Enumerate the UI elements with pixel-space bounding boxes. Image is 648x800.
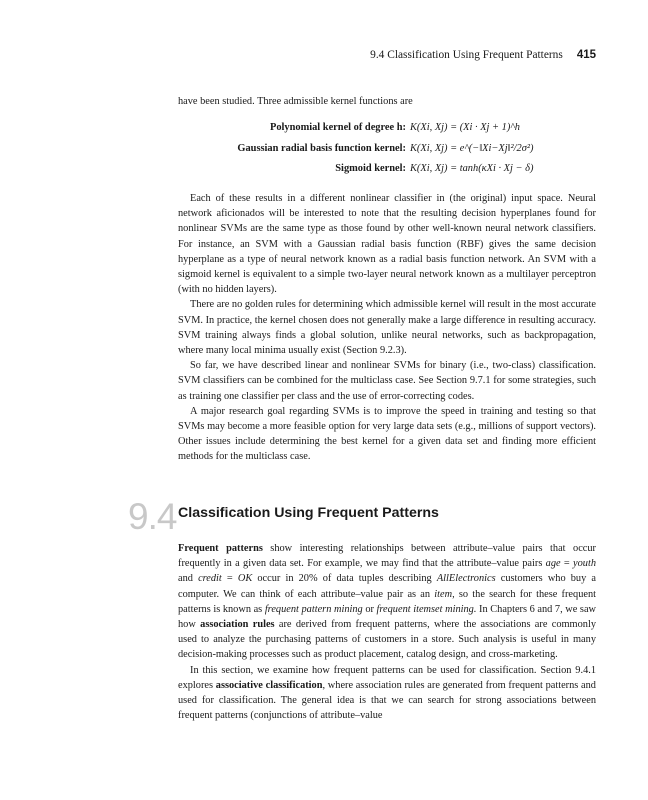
term-association-rules: association rules [200, 619, 275, 631]
body-text-svm [178, 191, 596, 465]
running-header [178, 49, 596, 61]
paragraph: So far, we have described linear and nonlinear SVMs for binary (i.e., two-class) classification. SVM classifiers can be combined for the multiclass case. See Section 9.7.1 for some strategies, such as training one classifier per class and the use of error-correcting codes. [178, 360, 596, 402]
text-run: customers who buy a computer. We can think of each attribute–value pair as an [178, 573, 596, 600]
kernel-row-polynomial [178, 118, 596, 139]
text-run: are derived from frequent patterns, where the associations are commonly used to analyze the purchasing patterns of customers in a store. Such analysis is useful in many decision-making processes such as product placement, catalog design, and cross-marketing. [178, 619, 596, 661]
intro-line [178, 94, 596, 109]
kernel-formula: K(Xi, Xj) = e^(−‖Xi−Xj‖²/2σ²) [410, 142, 534, 154]
kernel-formula: K(Xi, Xj) = (Xi · Xj + 1)^h [410, 122, 520, 133]
text-run: = [560, 558, 574, 570]
text-run: = [221, 573, 238, 585]
kernel-formula: K(Xi, Xj) = tanh(κXi · Xj − δ) [410, 163, 534, 174]
paragraph: A major research goal regarding SVMs is to improve the speed in training and testing so that SVMs may become a more feasible option for very large data sets (e.g., millions of support vectors). Other issues include determining the best kernel for a given data set and finding more efficient methods for the multiclass case. [178, 405, 596, 463]
term-item: item, [434, 588, 455, 600]
kernel-row-gaussian [178, 139, 596, 160]
term-frequent-pattern-mining: frequent pattern mining [264, 603, 363, 615]
term-age: age [545, 558, 561, 570]
text-run: or [362, 603, 377, 615]
text-run: In this section, we examine how frequent patterns can be used for classification. Section 9.4.1 explores [178, 664, 596, 691]
term-ok: OK [237, 573, 253, 585]
running-title: 9.4 Classification Using Frequent Patterns [370, 49, 563, 61]
term-allelectronics: AllElectronics [436, 573, 496, 585]
text-run: so the search for these frequent patterns is known as [178, 588, 596, 615]
kernel-name: Gaussian radial basis function kernel: [237, 142, 406, 154]
kernel-name: Polynomial kernel of degree h: [269, 122, 406, 133]
page-number: 415 [576, 49, 596, 61]
section-number: 9.4 [128, 496, 177, 537]
term-frequent-patterns: Frequent patterns [178, 543, 263, 554]
kernel-name: Sigmoid kernel: [335, 163, 406, 174]
term-associative-classification: associative classification [215, 679, 323, 691]
paragraph: There are no golden rules for determining which admissible kernel will result in the most accurate SVM. In practice, the kernel chosen does not generally make a large difference in resulting accuracy. SVM training always finds a global solution, unlike neural networks, such as backpropagation, where many local minima usually exist (Section 9.2.3). [178, 299, 596, 357]
term-youth: youth [573, 558, 596, 570]
body-text-frequent-patterns [178, 541, 596, 723]
text-run: , where association rules are generated from frequent patterns and used for classification. The general idea is that we can search for strong associations between frequent patterns (conjunctions of attribute–value [178, 679, 596, 722]
paragraph [178, 541, 596, 663]
paragraph [178, 663, 596, 724]
term-frequent-itemset-mining: frequent itemset mining. [376, 603, 477, 615]
text-run: show interesting relationships between attribute–value pairs that occur frequently in a given data set. For example, we may find that the attribute–value pairs [178, 543, 596, 570]
paragraph: Each of these results in a different nonlinear classifier in (the original) input space. Neural network aficionados will be interested to note that the resulting decision hyperplanes found for nonlinear SVMs are the same type as those found by other well-known neural network classifiers. For instance, an SVM with a Gaussian radial basis function (RBF) gives the same decision hyperplane as a type of neural network known as a radial basis function network. An SVM with a sigmoid kernel is equivalent to a simple two-layer neural network known as a multilayer perceptron (with no hidden layers). [178, 193, 596, 296]
kernel-list [178, 118, 596, 180]
text-run: and [178, 573, 199, 585]
kernel-row-sigmoid [178, 159, 596, 180]
term-credit: credit [198, 573, 222, 585]
intro-text: have been studied. Three admissible kernel functions are [178, 96, 413, 107]
text-run: occur in 20% of data tuples describing [252, 573, 437, 585]
section-title: Classification Using Frequent Patterns [178, 505, 439, 521]
text-run: In Chapters 6 and 7, we saw how [178, 603, 597, 631]
